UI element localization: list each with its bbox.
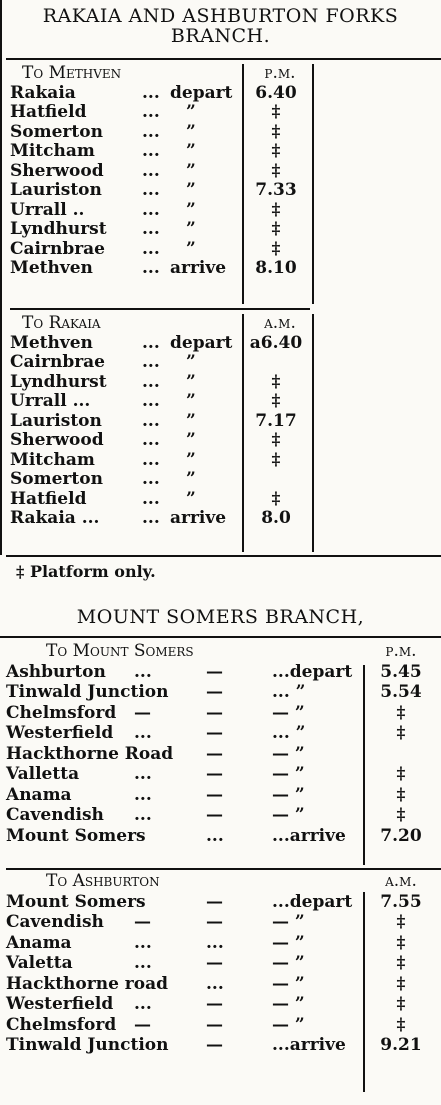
depart-arrive-mark: ” [186,391,196,411]
station-name: Rakaia [10,82,76,103]
departure-time: 7.33 [255,180,297,200]
station-name: Valetta [6,953,73,973]
timetable-to-mount-somers [6,642,441,846]
departure-time: ‡ [396,784,406,805]
leader-dots: ... [142,199,160,220]
table-row [10,142,310,162]
leader-dash: — [206,1035,223,1055]
station-name: Tinwald Junction [6,1035,169,1055]
station-name: Valletta [6,764,80,784]
leader-dots: ... [134,723,152,743]
leader-dash: — [206,912,223,932]
table-row [10,431,310,451]
departure-time: 5.54 [380,682,422,702]
table-header-row [6,872,441,892]
station-name: Mount Somers [6,891,146,912]
depart-arrive-mark: — ” [272,994,305,1014]
table-row [6,764,441,785]
leader-dots: ... [142,371,160,392]
depart-arrive-mark: — ” [272,932,305,953]
station-name: Chelmsford [6,1014,117,1035]
table-header-row [10,314,310,334]
leader-dots: ... [142,160,160,181]
leader-dots: ... [142,219,160,239]
table-row [10,201,310,221]
station-name: Hackthorne road [6,973,169,994]
table-row [6,703,441,724]
leader-dash: — [206,1014,223,1035]
table-row [6,723,441,744]
timetable-to-ashburton [6,872,441,1056]
station-name: Sherwood [10,430,104,450]
station-name: Hatfield [10,488,87,509]
depart-arrive-mark: depart [170,332,233,353]
branch1-title-line1: RAKAIA AND ASHBURTON FORKS [42,5,399,27]
departure-time: ‡ [396,764,406,784]
departure-time: 7.20 [380,825,422,846]
table-row [6,744,441,765]
time-column-divider-right [312,314,314,552]
departure-time: 7.55 [380,891,422,912]
departure-time: ‡ [396,953,406,973]
table-row [10,103,310,123]
leader-dots: — [134,912,151,932]
departure-time: ‡ [271,449,281,470]
leader-dots: — [134,1014,151,1035]
station-name: Lauriston [10,180,102,200]
depart-arrive-mark: ” [186,160,196,181]
leader-dots: ... [134,764,152,784]
leader-dots: ... [142,352,160,372]
departure-time: ‡ [271,102,281,122]
table-header-row [6,642,441,662]
depart-arrive-mark: depart [170,82,233,103]
departure-time: ‡ [271,488,281,509]
departure-time: a6.40 [249,332,303,353]
branch2-top-rule [0,636,441,638]
leader-dots: ... [142,469,160,489]
section-divider [10,308,310,310]
table-header-time-unit: p.m. [385,641,417,661]
depart-arrive-mark: — ” [272,805,305,825]
station-name: Methven [10,332,93,353]
station-name: Lauriston [10,410,102,431]
station-name: Westerfield [6,723,114,743]
station-name: Mount Somers [6,825,146,846]
station-name: Somerton [10,469,103,489]
table-row [6,826,441,847]
departure-time: 7.17 [255,410,297,431]
table-header-time-unit: a.m. [264,313,296,333]
departure-time: ‡ [271,160,281,181]
leader-dots: ... [134,932,152,953]
station-name: Chelmsford [6,702,117,723]
station-name: Sherwood [10,160,104,181]
departure-time: 6.40 [255,82,297,103]
leader-dots: ... [142,410,160,431]
depart-arrive-mark: ... ” [272,682,306,702]
table-row [10,181,310,201]
leader-dash: — [206,702,223,723]
table-row [6,912,441,933]
station-name: Mitcham [10,141,95,161]
station-name: Hatfield [10,102,87,122]
leader-dots: ... [142,508,160,528]
depart-arrive-mark: ” [186,102,196,122]
departure-time: ‡ [271,430,281,450]
table-row [6,682,441,703]
depart-arrive-mark: — ” [272,743,305,764]
footnote-platform-only: ‡ Platform only. [16,562,156,581]
table-row [6,662,441,683]
station-name: Lyndhurst [10,371,107,392]
depart-arrive-mark: ” [186,410,196,431]
station-name: Cavendish [6,805,104,825]
branch1-title-line2: BRANCH. [170,25,271,47]
station-name: Tinwald Junction [6,682,169,702]
table-row [10,509,310,529]
bottom-rule [6,555,441,557]
leader-dots: ... [134,784,152,805]
table-row [6,953,441,974]
leader-dots: ... [142,258,160,278]
table-row [10,162,310,182]
departure-time: 5.45 [380,661,422,682]
leader-dots: ... [142,180,160,200]
depart-arrive-mark: ” [186,219,196,239]
depart-arrive-mark: ” [186,488,196,509]
departure-time: ‡ [396,932,406,953]
table-row [10,123,310,143]
depart-arrive-mark: ” [186,469,196,489]
table-row [10,353,310,373]
table-row [6,1035,441,1056]
table-row [6,892,441,913]
timetable-to-rakaia [10,314,310,529]
table-row [10,373,310,393]
leader-dots: ... [142,449,160,470]
leader-dash: — [206,953,223,973]
leader-dots: ... [142,391,160,411]
leader-dash: ... [206,825,224,846]
leader-dots: ... [134,661,152,682]
table-row [10,451,310,471]
leader-dots: ... [142,121,160,142]
departure-time: ‡ [396,723,406,743]
station-name: Westerfield [6,994,114,1014]
depart-arrive-mark: ” [186,199,196,220]
depart-arrive-mark: ” [186,430,196,450]
station-name: Mitcham [10,449,95,470]
leader-dots: ... [134,805,152,825]
departure-time: ‡ [396,702,406,723]
table-row [10,412,310,432]
leader-dots: ... [142,102,160,122]
leader-dots: — [134,702,151,723]
depart-arrive-mark: ... ” [272,723,306,743]
leader-dash: — [206,743,223,764]
table-row [10,334,310,354]
table-header-direction: To Ashburton [46,871,160,891]
station-name: Lyndhurst [10,219,107,239]
table-row [10,470,310,490]
departure-time: ‡ [271,391,281,411]
depart-arrive-mark: ” [186,238,196,259]
table-row [6,933,441,954]
table-row [6,974,441,995]
leader-dots: ... [142,141,160,161]
departure-time: ‡ [396,1014,406,1035]
leader-dash: — [206,891,223,912]
depart-arrive-mark: — ” [272,1014,305,1035]
station-name: Cairnbrae [10,352,105,372]
leader-dash: — [206,661,223,682]
table-row [10,220,310,240]
leader-dash: — [206,805,223,825]
departure-time: ‡ [271,219,281,239]
station-name: Cairnbrae [10,238,105,259]
table-row [10,84,310,104]
leader-dash: — [206,682,223,702]
branch2-section-divider [6,868,441,870]
leader-dash: — [206,784,223,805]
table-row [6,1015,441,1036]
depart-arrive-mark: ” [186,180,196,200]
time-column-divider-right [312,64,314,304]
table-header-time-unit: p.m. [264,63,296,83]
station-name: Urrall .. [10,199,85,220]
table-row [10,392,310,412]
station-name: Methven [10,258,93,278]
departure-time: ‡ [396,994,406,1014]
depart-arrive-mark: ...arrive [272,825,346,846]
depart-arrive-mark: — ” [272,912,305,932]
station-name: Anama [6,784,72,805]
departure-time: ‡ [271,121,281,142]
station-name: Ashburton [6,661,106,682]
departure-time: ‡ [396,973,406,994]
departure-time: ‡ [271,371,281,392]
branch2-title: MOUNT SOMERS BRANCH, [76,606,365,628]
depart-arrive-mark: ” [186,449,196,470]
depart-arrive-mark: — ” [272,784,305,805]
table-row [10,240,310,260]
depart-arrive-mark: ” [186,371,196,392]
leader-dots: ... [142,82,160,103]
depart-arrive-mark: ...depart [272,891,353,912]
depart-arrive-mark: ” [186,121,196,142]
depart-arrive-mark: ...arrive [272,1035,346,1055]
table-row [10,490,310,510]
table-header-direction: To Mount Somers [46,641,194,661]
departure-time: 8.10 [255,258,297,278]
timetable-to-methven [10,64,310,279]
departure-time: ‡ [271,238,281,259]
station-name: Rakaia ... [10,508,100,528]
station-name: Cavendish [6,912,104,932]
depart-arrive-mark: arrive [170,508,227,528]
left-edge-rule [0,0,2,555]
table-row [10,259,310,279]
table-header-direction: To Methven [22,63,122,83]
top-rule [6,58,441,60]
table-header-time-unit: a.m. [385,871,417,891]
leader-dash: ... [206,932,224,953]
table-header-direction: To Rakaia [22,313,101,333]
leader-dots: ... [142,332,160,353]
depart-arrive-mark: — ” [272,702,305,723]
table-row [6,785,441,806]
leader-dots: ... [134,953,152,973]
leader-dash: — [206,723,223,743]
station-name: Urrall ... [10,391,91,411]
leader-dots: ... [142,488,160,509]
leader-dash: — [206,764,223,784]
station-name: Hackthorne Road [6,743,174,764]
depart-arrive-mark: arrive [170,258,227,278]
departure-time: ‡ [271,141,281,161]
departure-time: 8.0 [261,508,291,528]
depart-arrive-mark: ” [186,352,196,372]
depart-arrive-mark: — ” [272,764,305,784]
leader-dots: ... [142,430,160,450]
table-row [6,805,441,826]
table-header-row [10,64,310,84]
depart-arrive-mark: — ” [272,953,305,973]
depart-arrive-mark: — ” [272,973,305,994]
departure-time: 9.21 [380,1035,422,1055]
departure-time: ‡ [271,199,281,220]
station-name: Somerton [10,121,103,142]
leader-dash: ... [206,973,224,994]
departure-time: ‡ [396,805,406,825]
table-row [6,994,441,1015]
station-name: Anama [6,932,72,953]
depart-arrive-mark: ...depart [272,661,353,682]
leader-dots: ... [142,238,160,259]
depart-arrive-mark: ” [186,141,196,161]
departure-time: ‡ [396,912,406,932]
leader-dash: — [206,994,223,1014]
leader-dots: ... [134,994,152,1014]
